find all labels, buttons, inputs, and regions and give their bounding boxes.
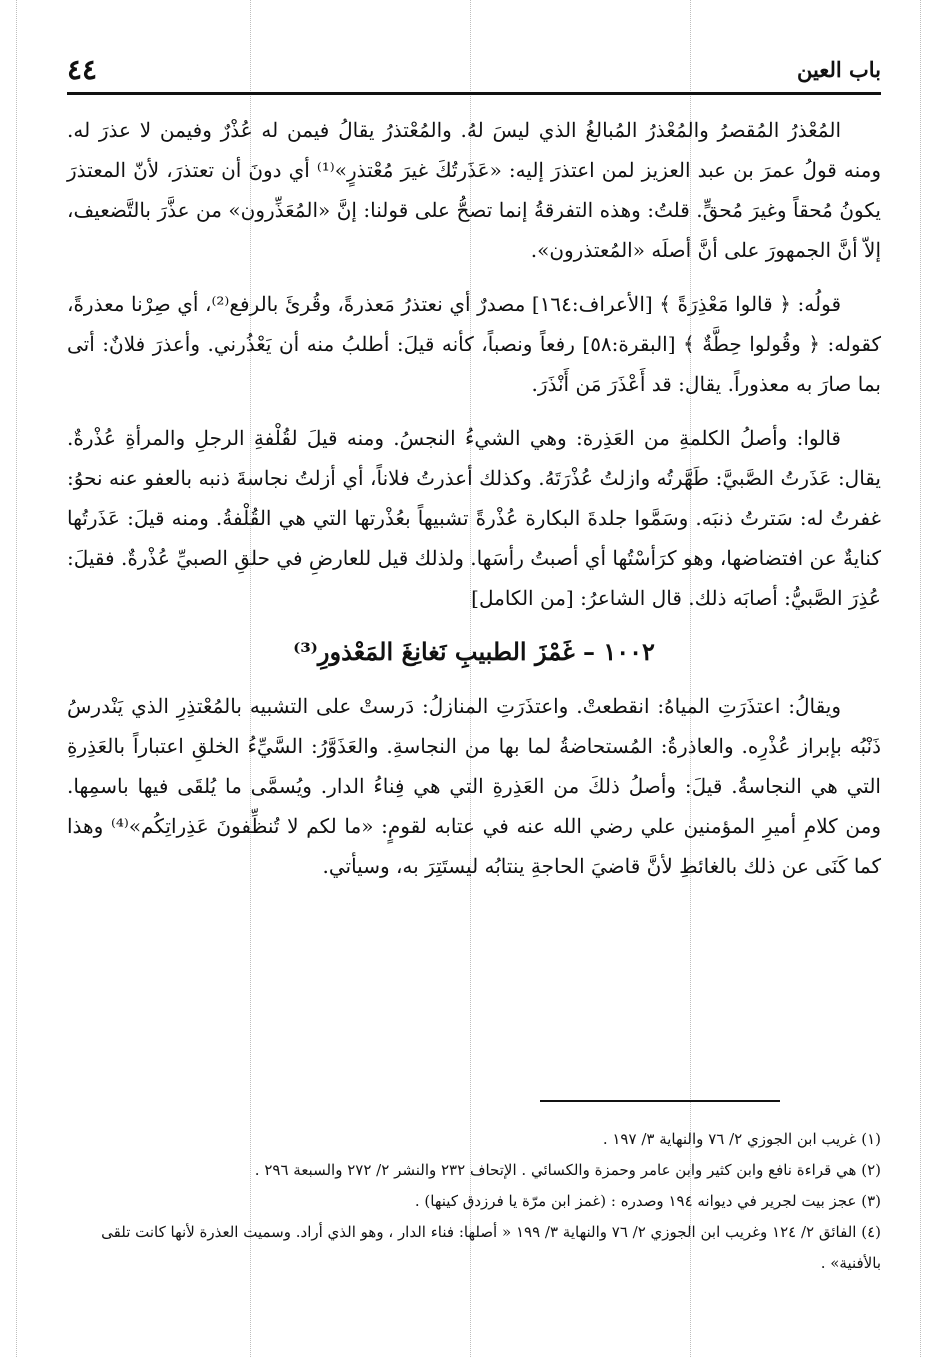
scan-guide-line	[16, 0, 17, 1357]
footnote-1: (١) غريب ابن الجوزي ٢/ ٧٦ والنهاية ٣/ ١٩٧ .	[602, 1130, 881, 1148]
footnote-rule	[540, 1100, 780, 1102]
paragraph: ويقالُ: اعتذَرَتِ المياهُ: انقطعتْ. واعتذَرَتِ المنازلُ: دَرستْ على التشبيه بالمُعْتذِرِ الذي يَنْدرسُ ذَنْبُه بإبراز عُذْرِه. والعاذرةُ: المُستحاضةُ لما بها من النجاسةِ. والعَذَوَّرُ: السَّيِّءُ الخلقِ اعتباراً بالعَذِرةِ التي هي النجاسةُ. قيلَ: وأصلُ ذلكَ من العَذِرةِ التي هي فِناءُ الدار. ويُسمَّى ما يُلقَى فيها باسمِها. ومن كلامِ أميرِ المؤمنين علي رضي الله عنه في عتابه لقومٍ: «ما لكم لا تُنظِّفونَ عَذِراتِكُم»⁽⁴⁾ وهذا كما كَنَى عن ذلك بالغائطِ لأنَّ قاضيَ الحاجةِ ينتابُه ليستَتِرَ به، وسيأتي.	[67, 694, 881, 878]
page-header	[67, 50, 881, 88]
footnote-2: (٢) هي قراءة نافع وابن كثير وابن عامر وحمزة والكسائي . الإتحاف ٢٣٢ والنشر ٢/ ٢٧٢ والسبعة ٢٩٦ .	[254, 1161, 881, 1179]
header-rule	[67, 92, 881, 95]
footnote-3: (٣) عجز بيت لجرير في ديوانه ١٩٤ وصدره : (غمز ابن مرّة يا فرزدق كينها) .	[414, 1192, 881, 1210]
page-number: ٤٤	[67, 52, 98, 86]
main-text	[67, 110, 881, 900]
scan-guide-line	[920, 0, 921, 1357]
paragraph: قولُه: ﴿ قالوا مَعْذِرَةً ﴾ [الأعراف:١٦٤] مصدرٌ أي نعتذرُ مَعذرةً، وقُرئَ بالرفع⁽²⁾، أي صِرْنا معذرةً، كقوله: ﴿ وقُولوا حِطَّةٌ ﴾ [البقرة:٥٨] رفعاً ونصباً، كأنه قيلَ: أطلبُ منه أن يَعْذُرني. وأعذرَ فلانٌ: أتى بما صارَ به معذوراً. يقال: قد أَعْذَرَ مَن أَنْذَرَ.	[67, 292, 881, 396]
footnotes	[67, 1124, 881, 1279]
verse-heading: ١٠٠٢ – غَمْزَ الطبيبِ نَغانِغَ المَعْذورِ⁽³⁾	[293, 637, 655, 666]
chapter-title: باب العين	[796, 56, 881, 82]
footnote-4: (٤) الفائق ٢/ ١٢٤ وغريب ابن الجوزي ٢/ ٧٦ والنهاية ٣/ ١٩٩ « أصلها: فناء الدار ، وهو الذي أراد. وسميت العذرة لأنها كانت تلقى بالأفنية» .	[101, 1223, 881, 1272]
paragraph: المُعْذرُ المُقصرُ والمُعْذرُ المُبالغُ الذي ليسَ لهُ. والمُعْتذرُ يقالُ فيمن له عُذْرٌ وفيمن لا عذرَ له. ومنه قولُ عمرَ بن عبد العزيز لمن اعتذرَ إليه: «عَذَرتُكَ غيرَ مُعْتذرٍ»⁽¹⁾ أي دونَ أن تعتذرَ، لأنّ المعتذرَ يكونُ مُحقاً وغيرَ مُحقٍّ. قلتُ: وهذه التفرقةُ إنما تصحُّ على قولنا: إنَّ «المُعَذِّرون» من عذَّرَ بالتَّضعيف، إلاّ أنَّ الجمهورَ على أنَّ أصلَه «المُعتذرون».	[67, 118, 881, 262]
paragraph: قالوا: وأصلُ الكلمةِ من العَذِرة: وهي الشيءُ النجسُ. ومنه قيلَ لقُلْفةِ الرجلِ والمرأةِ عُذْرةٌ. يقال: عَذَرتُ الصَّبيَّ: طَهَّرتُه وازلتُ عُذْرَتَهُ. وكذلك أعذرتُ فلاناً، أي أزلتُ نجاسةَ ذنبه بالعفو عنه نحوُ: غفرتُ له: سَترتُ ذنبَه. وسَمَّوا جلدةَ البكارة عُذْرةً تشبيهاً بعُذْرتها التي هي القُلْفةُ. ومنه قيلَ: عَذَرتُها كنايةٌ عن افتضاضها، وهو كرَأسْتُها أي أصبتُ رأسَها. ولذلك قيل للعارضِ في حلقِ الصبيِّ عُذْرةٌ. فقيلَ: عُذِرَ الصَّبيُّ: أصابَه ذلك. قال الشاعرُ: [من الكامل]	[67, 426, 881, 610]
